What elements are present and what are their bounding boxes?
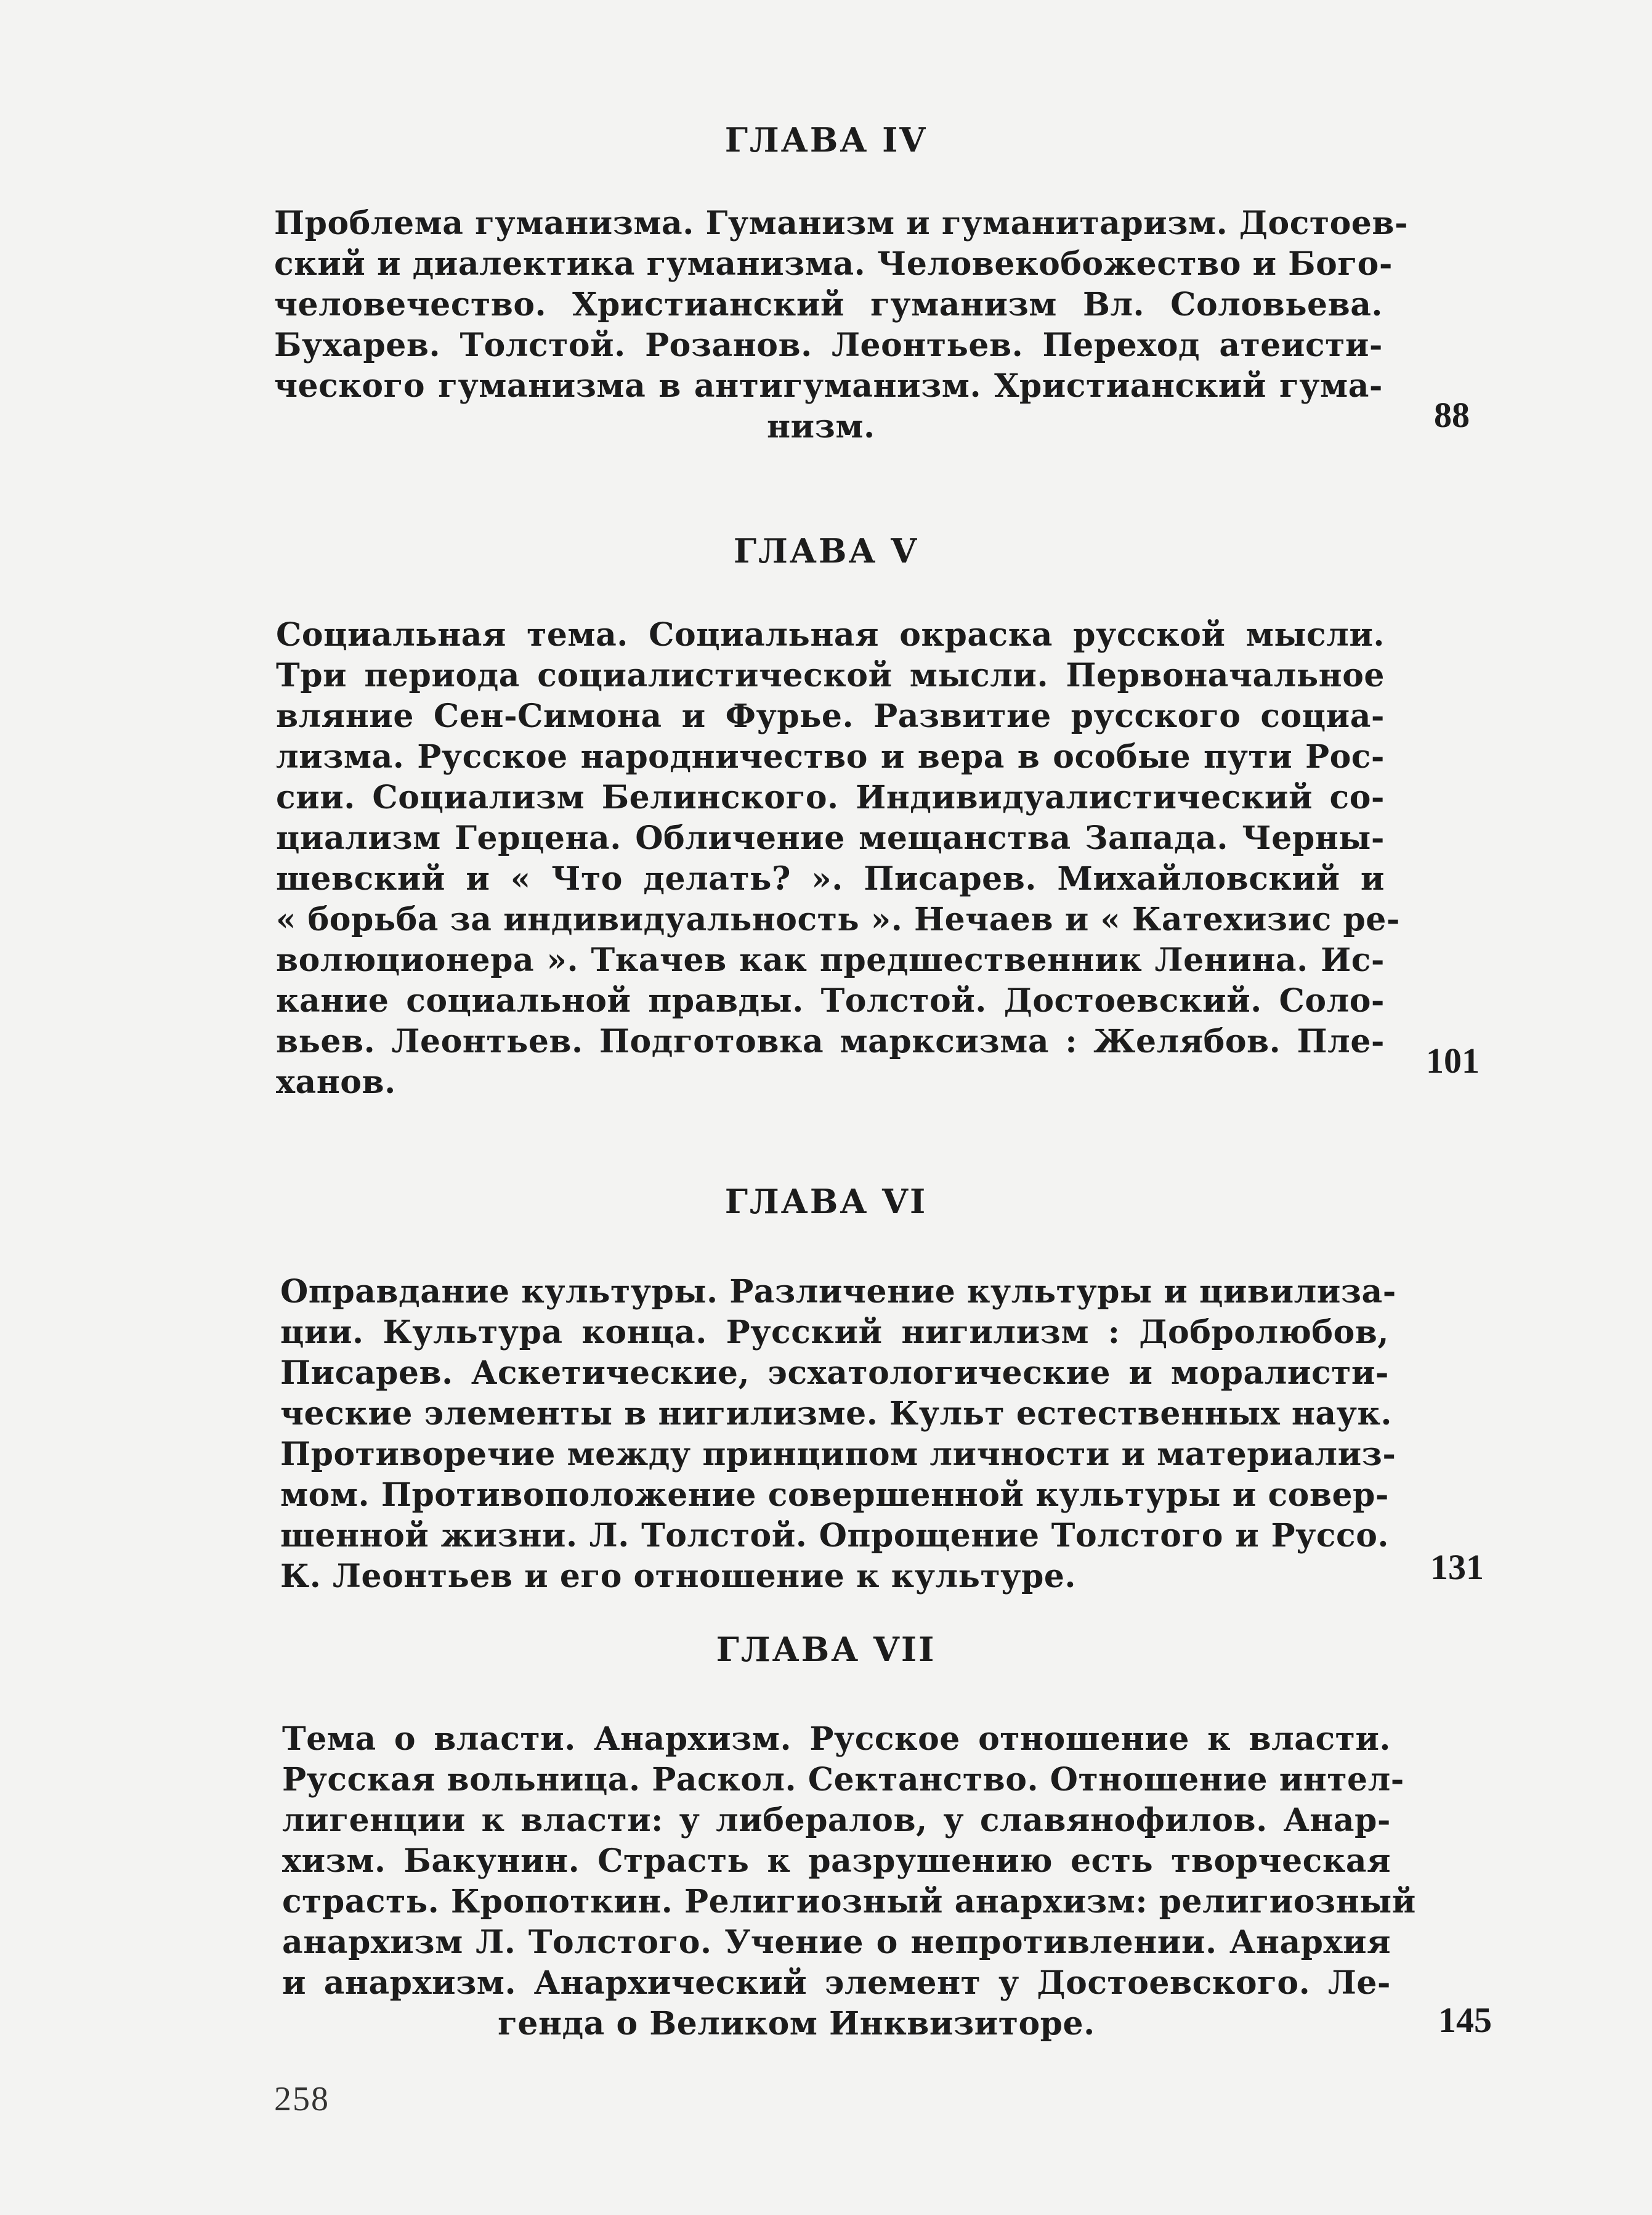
chapter-summary — [280, 1272, 1396, 1597]
chapter-summary — [274, 203, 1409, 447]
summary-line: циализм Герцена. Обличение мещанства Запада. Черны- — [276, 819, 1385, 857]
summary-line: Бухарев. Толстой. Розанов. Леонтьев. Переход атеисти- — [274, 327, 1383, 364]
summary-line: и анархизм. Анархический элемент у Достоевского. Ле- — [282, 1964, 1391, 2002]
summary-line: лизма. Русское народничество и вера в особые пути Рос- — [276, 738, 1385, 776]
summary-line: Противоречие между принципом личности и материализ- — [280, 1436, 1396, 1473]
chapter-title: ГЛАВА VI — [724, 1182, 928, 1221]
summary-line: ханов. — [276, 1063, 396, 1101]
summary-line: хизм. Бакунин. Страсть к разрушению есть творческая — [282, 1842, 1391, 1880]
summary-line: Русская вольница. Раскол. Сектанство. Отношение интел- — [282, 1761, 1404, 1798]
summary-line: ческого гуманизма в антигуманизм. Христианский гума- — [274, 367, 1383, 405]
chapter-summary — [282, 1719, 1416, 2044]
summary-line: Три периода социалистической мысли. Первоначальное — [276, 657, 1385, 694]
chapter-title: ГЛАВА VII — [716, 1630, 936, 1669]
summary-line: ский и диалектика гуманизма. Человекобожество и Бого- — [274, 245, 1393, 283]
summary-line: анархизм Л. Толстого. Учение о непротивлении. Анархия — [282, 1924, 1391, 1961]
summary-line: Писарев. Аскетические, эсхатологические и моралисти- — [280, 1354, 1389, 1392]
chapter-summary — [276, 615, 1400, 1103]
summary-line: « борьба за индивидуальность ». Нечаев и « Катехизис ре- — [276, 901, 1400, 938]
summary-line: ческие элементы в нигилизме. Культ естественных наук. — [280, 1395, 1393, 1433]
page-reference: 88 — [1434, 395, 1470, 435]
summary-line: шенной жизни. Л. Толстой. Опрощение Толстого и Руссо. — [280, 1517, 1389, 1555]
summary-line: шевский и « Что делать? ». Писарев. Михайловский и — [276, 860, 1385, 898]
summary-line: лигенции к власти: у либералов, у славянофилов. Анар- — [282, 1802, 1391, 1839]
summary-line: Тема о власти. Анархизм. Русское отношение к власти. — [282, 1720, 1391, 1758]
summary-line: вляние Сен-Симона и Фурье. Развитие русского социа- — [276, 697, 1385, 735]
summary-line: Проблема гуманизма. Гуманизм и гуманитаризм. Достоев- — [274, 205, 1409, 242]
summary-line: генда о Великом Инквизиторе. — [498, 2005, 1095, 2042]
summary-line: мом. Противоположение совершенной культуры и совер- — [280, 1476, 1389, 1514]
summary-line: кание социальной правды. Толстой. Достоевский. Соло- — [276, 982, 1385, 1020]
summary-line: К. Леонтьев и его отношение к культуре. — [280, 1558, 1077, 1595]
summary-line: низм. — [767, 408, 875, 445]
summary-line: волюционера ». Ткачев как предшественник Ленина. Ис- — [276, 941, 1385, 979]
chapter-title: ГЛАВА IV — [724, 120, 928, 160]
chapter-title: ГЛАВА V — [733, 531, 919, 571]
summary-line: вьев. Леонтьев. Подготовка марксизма : Желябов. Пле- — [276, 1023, 1385, 1060]
page-reference: 145 — [1438, 2000, 1492, 2040]
summary-line: сии. Социализм Белинского. Индивидуалистический со- — [276, 779, 1385, 816]
page-reference: 131 — [1430, 1547, 1484, 1587]
summary-line: страсть. Кропоткин. Религиозный анархизм: религиозный — [282, 1883, 1416, 1920]
summary-line: Социальная тема. Социальная окраска русской мысли. — [276, 616, 1385, 654]
summary-line: Оправдание культуры. Различение культуры и цивилиза- — [280, 1273, 1396, 1311]
summary-line: ции. Культура конца. Русский нигилизм : Добролюбов, — [280, 1314, 1389, 1351]
folio-page-number: 258 — [274, 2080, 330, 2118]
page-reference: 101 — [1426, 1041, 1480, 1081]
summary-line: человечество. Христианский гуманизм Вл. Соловьева. — [274, 286, 1383, 323]
